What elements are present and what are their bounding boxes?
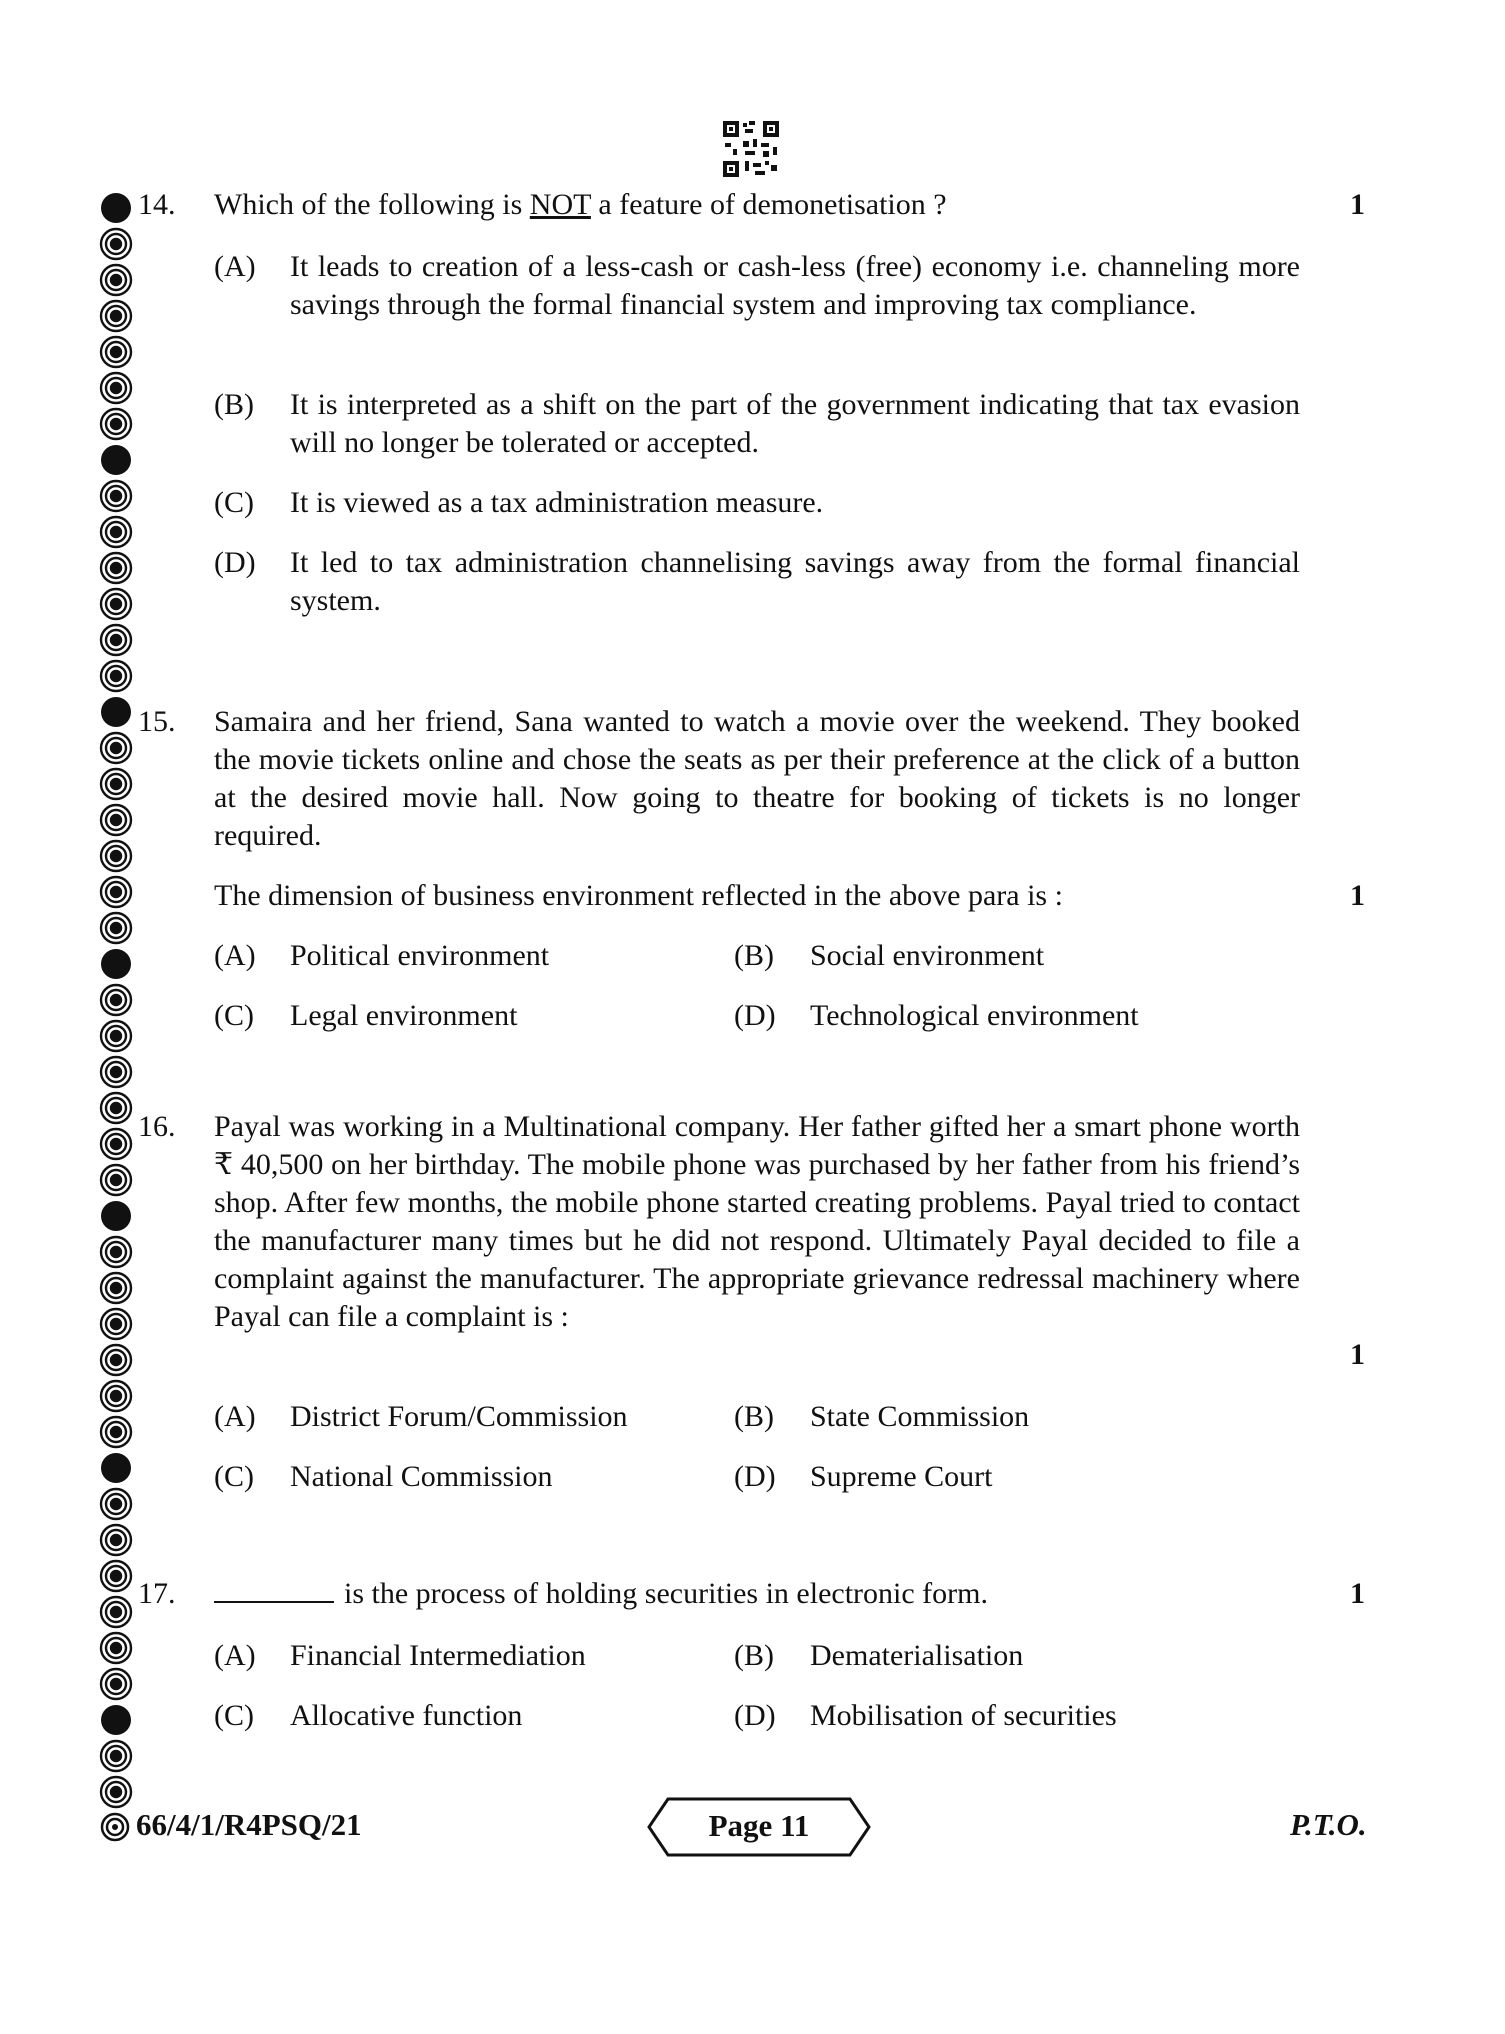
question-number: 14.	[138, 188, 176, 221]
question-number: 17.	[138, 1577, 176, 1610]
option-label: (A)	[214, 1639, 256, 1672]
margin-circle	[101, 1021, 131, 1051]
margin-circle	[101, 661, 131, 691]
margin-circle	[101, 517, 131, 547]
option-text: Mobilisation of securities	[810, 1699, 1117, 1732]
margin-circle	[101, 1597, 131, 1627]
margin-circle	[101, 373, 131, 403]
option-label: (C)	[214, 999, 254, 1032]
stem-text: Which of the following is	[214, 188, 530, 221]
option-label: (C)	[214, 1699, 254, 1732]
margin-circle	[101, 229, 131, 259]
concentric-circles-icon	[98, 190, 134, 1840]
margin-circle	[101, 409, 131, 439]
marks: 1	[1350, 1577, 1365, 1610]
option-text: It leads to creation of a less-cash or cash-less (free) economy i.e. channeling more savings through the formal financial system and improving tax compliance.	[290, 250, 1300, 321]
fill-blank	[214, 1577, 334, 1603]
option-label: (C)	[214, 1460, 254, 1493]
option-label: (A)	[214, 1400, 256, 1433]
option-label: (C)	[214, 486, 254, 519]
marks: 1	[1350, 1338, 1365, 1371]
option-label: (B)	[734, 939, 774, 972]
stem-emphasis: NOT	[529, 188, 591, 221]
option-label: (A)	[214, 250, 256, 283]
margin-circle	[101, 481, 131, 511]
margin-circle	[101, 1561, 131, 1591]
margin-circle	[101, 1381, 131, 1411]
margin-circle	[101, 625, 131, 655]
margin-circle	[101, 769, 131, 799]
option-label: (B)	[214, 388, 254, 421]
margin-circle	[101, 697, 131, 727]
margin-circle	[101, 1345, 131, 1375]
question-number: 16.	[138, 1110, 176, 1143]
margin-circle	[101, 1453, 131, 1483]
marks: 1	[1350, 188, 1365, 221]
option-text: It led to tax administration channelising savings away from the formal financial system.	[290, 546, 1300, 617]
option-label: (D)	[734, 1460, 776, 1493]
margin-circle	[101, 841, 131, 871]
margin-circle	[101, 877, 131, 907]
margin-circle	[101, 1093, 131, 1123]
question-stem	[214, 186, 1300, 224]
option-text: Technological environment	[810, 999, 1139, 1032]
margin-circle	[101, 553, 131, 583]
question-prompt: The dimension of business environment reflected in the above para is :	[214, 879, 1063, 912]
option-label: (B)	[734, 1639, 774, 1672]
stem-text: a feature of demonetisation ?	[590, 188, 947, 221]
stem-text: is the process of holding securities in electronic form.	[344, 1577, 988, 1610]
margin-circle	[101, 733, 131, 763]
margin-circle	[101, 1201, 131, 1231]
margin-circle	[101, 1777, 131, 1807]
margin-circle	[101, 193, 131, 223]
margin-circle	[101, 1633, 131, 1663]
margin-circle	[101, 301, 131, 331]
page-number: Page 11	[708, 1808, 810, 1843]
question-number: 15.	[138, 705, 176, 738]
option-text: It is viewed as a tax administration measure.	[290, 486, 824, 519]
option-text: Supreme Court	[810, 1460, 993, 1493]
option-text: Dematerialisation	[810, 1639, 1024, 1672]
option-text: State Commission	[810, 1400, 1030, 1433]
margin-circle	[101, 1705, 131, 1735]
option-text: Legal environment	[290, 999, 518, 1032]
question-stem: Samaira and her friend, Sana wanted to watch a movie over the weekend. They booked the movie tickets online and chose the seats as per their preference at the click of a button at the desired movie hall. Now going to theatre for booking of tickets is no longer required.	[214, 705, 1300, 852]
margin-circle	[101, 1669, 131, 1699]
margin-circle	[101, 1165, 131, 1195]
margin-circle	[101, 1057, 131, 1087]
option-label: (D)	[734, 1699, 776, 1732]
option-label: (B)	[734, 1400, 774, 1433]
paper-code: 66/4/1/R4PSQ/21	[136, 1807, 362, 1842]
option-text: District Forum/Commission	[290, 1400, 628, 1433]
margin-circle	[101, 265, 131, 295]
margin-circle	[101, 445, 131, 475]
option-label: (D)	[734, 999, 776, 1032]
question-stem: Payal was working in a Multinational company. Her father gifted her a smart phone worth ₹ 40,500 on her birthday. The mobile phone was purchased by her father from his friend’s shop. After few months, the mobile phone started creating problems. Payal tried to contact the manufacturer many times but he did not respond. Ultimately Payal decided to file a complaint against the manufacturer. The appropriate grievance redressal machinery where Payal can file a complaint is :	[214, 1110, 1300, 1333]
option-label: (D)	[214, 546, 256, 579]
margin-circle	[101, 337, 131, 367]
option-text: Financial Intermediation	[290, 1639, 586, 1672]
margin-circle	[101, 985, 131, 1015]
option-label: (A)	[214, 939, 256, 972]
option-text: It is interpreted as a shift on the part of the government indicating that tax evasion will no longer be tolerated or accepted.	[290, 388, 1300, 459]
option-text: Social environment	[810, 939, 1045, 972]
margin-circle	[101, 589, 131, 619]
margin-circle	[101, 1741, 131, 1771]
concentric-circles-icon	[100, 1812, 130, 1842]
question-stem	[214, 1575, 1300, 1613]
margin-circle	[101, 1525, 131, 1555]
pto-label: P.T.O.	[1290, 1807, 1367, 1842]
margin-circle	[101, 1237, 131, 1267]
margin-circle	[101, 805, 131, 835]
margin-circle	[101, 1417, 131, 1447]
margin-circle	[101, 949, 131, 979]
option-text: Political environment	[290, 939, 550, 972]
option-text: Allocative function	[290, 1699, 523, 1732]
margin-circle	[101, 1273, 131, 1303]
qr-code-icon	[723, 121, 779, 177]
margin-circle	[101, 913, 131, 943]
marks: 1	[1350, 879, 1365, 912]
margin-circle	[101, 1309, 131, 1339]
margin-circle	[101, 1489, 131, 1519]
margin-circle	[101, 1129, 131, 1159]
page-number-badge	[646, 1796, 872, 1858]
option-text: National Commission	[290, 1460, 553, 1493]
